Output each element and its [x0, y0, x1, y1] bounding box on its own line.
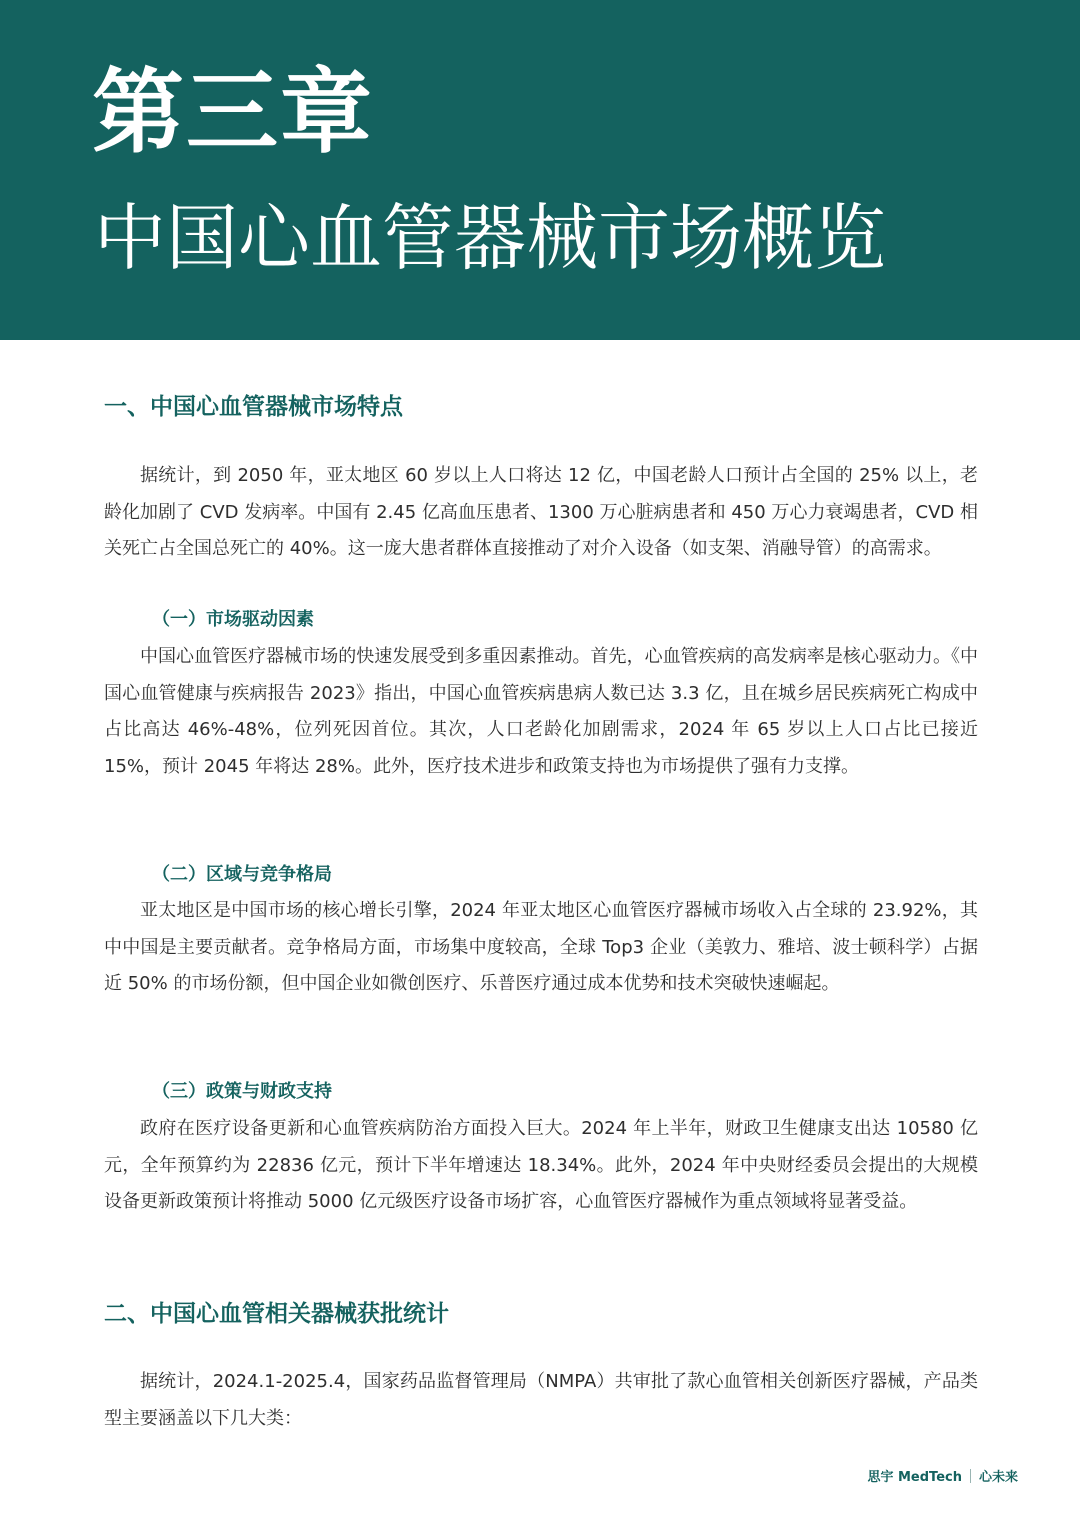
section-heading-2: 二、中国心血管相关器械获批统计: [104, 1301, 449, 1327]
section1-intro-paragraph: 据统计，到 2050 年，亚太地区 60 岁以上人口将达 12 亿，中国老龄人口预计占全国的 25% 以上，老龄化加剧了 CVD 发病率。中国有 2.45 亿高血压患者、1300 万心脏病患者和 450 万心力衰竭患者，CVD 相关死亡占全国总死亡的 40%。这一庞大患者群体直接推动了对介入设备（如支架、消融导管）的高需求。: [104, 465, 978, 559]
subsection-heading-policy: （三）政策与财政支持: [152, 1081, 332, 1102]
policy-paragraph: 政府在医疗设备更新和心血管疾病防治方面投入巨大。2024 年上半年，财政卫生健康支出达 10580 亿元，全年预算约为 22836 亿元，预计下半年增速达 18.34%。此外，2024 年中央财经委员会提出的大规模设备更新政策预计将推动 5000 亿元级医疗设备市场扩容，心血管医疗器械作为重点领域将显著受益。: [104, 1118, 978, 1212]
chapter-banner: [0, 0, 1080, 340]
section-heading-1: 一、中国心血管器械市场特点: [104, 394, 403, 420]
chapter-title: 中国心血管器械市场概览: [94, 196, 887, 280]
chapter-number: 第三章: [92, 59, 375, 166]
footer-divider: [970, 1469, 971, 1483]
competition-paragraph: 亚太地区是中国市场的核心增长引擎，2024 年亚太地区心血管医疗器械市场收入占全球的 23.92%，其中中国是主要贡献者。竞争格局方面，市场集中度较高，全球 Top3 企业（美敦力、雅培、波士顿科学）占据近 50% 的市场份额，但中国企业如微创医疗、乐普医疗通过成本优势和技术突破快速崛起。: [104, 900, 978, 994]
subsection-heading-drivers: （一）市场驱动因素: [152, 609, 314, 630]
section2-intro-paragraph: 据统计，2024.1-2025.4，国家药品监督管理局（NMPA）共审批了款心血管相关创新医疗器械，产品类型主要涵盖以下几大类：: [104, 1371, 978, 1429]
footer-slogan: 心未来: [978, 1470, 1018, 1485]
drivers-paragraph: 中国心血管医疗器械市场的快速发展受到多重因素推动。首先，心血管疾病的高发病率是核心驱动力。《中国心血管健康与疾病报告 2023》指出，中国心血管疾病患病人数已达 3.3 亿，且在城乡居民疾病死亡构成中占比高达 46%-48%，位列死因首位。其次，人口老龄化加剧需求，2024 年 65 岁以上人口占比已接近 15%，预计 2045 年将达 28%。此外，医疗技术进步和政策支持也为市场提供了强有力支撑。: [104, 646, 978, 777]
subsection-heading-competition: （二）区域与竞争格局: [152, 864, 332, 885]
page-footer: [867, 1468, 1018, 1488]
footer-brand: 思宇 MedTech: [867, 1470, 962, 1485]
